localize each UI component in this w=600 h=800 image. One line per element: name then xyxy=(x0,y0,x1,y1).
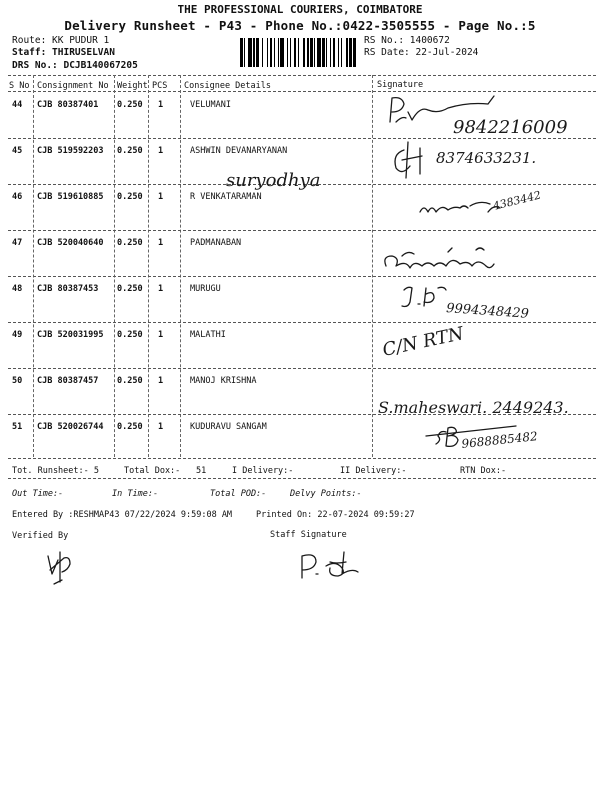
staff-label: Staff: THIRUSELVAN xyxy=(12,47,115,58)
row-weight: 0.250 xyxy=(117,100,143,110)
staff-signature-mark xyxy=(302,552,358,578)
ii-delivery: II Delivery:- xyxy=(340,466,407,476)
phone-handwritten-44: 9842216009 xyxy=(453,117,568,138)
signature-row-48 xyxy=(402,287,529,321)
row-consignment-no: CJB 80387401 xyxy=(37,100,99,110)
row-consignment-no: CJB 520031995 xyxy=(37,330,104,340)
row-consignment-no: CJB 520026744 xyxy=(37,422,104,432)
rtn-dox: RTN Dox:- xyxy=(460,466,507,476)
name-phone-handwritten-50: S.maheswari. 2449243. xyxy=(378,398,569,417)
rs-date: RS Date: 22-Jul-2024 xyxy=(364,47,479,58)
printed-on: Printed On: 22-07-2024 09:59:27 xyxy=(256,510,415,520)
return-note-49: C/N RTN xyxy=(380,323,466,361)
row-consignee: MURUGU xyxy=(190,284,221,294)
row-pcs: 1 xyxy=(158,146,164,156)
row-consignee: MALATHI xyxy=(190,330,226,340)
signature-row-50 xyxy=(378,398,569,417)
row-weight: 0.250 xyxy=(117,284,143,294)
row-consignment-no: CJB 80387457 xyxy=(37,376,99,386)
signature-row-44 xyxy=(390,96,568,138)
row-sno: 51 xyxy=(12,422,23,432)
phone-handwritten-45: 8374633231. xyxy=(436,149,537,167)
delvy-points: Delvy Points:- xyxy=(290,489,362,499)
i-delivery: I Delivery:- xyxy=(232,466,294,476)
in-time: In Time:- xyxy=(112,489,159,499)
row-sno: 50 xyxy=(12,376,23,386)
total-dox-label: Total Dox:- xyxy=(124,466,181,476)
row-sno: 45 xyxy=(12,146,23,156)
row-consignment-no: CJB 80387453 xyxy=(37,284,99,294)
entered-by: Entered By :RESHMAP43 07/22/2024 9:59:08 AM xyxy=(12,510,233,520)
row-sno: 49 xyxy=(12,330,23,340)
drs-number: DRS No.: DCJB140067205 xyxy=(12,60,138,71)
col-consignee: Consignee Details xyxy=(184,81,271,91)
verified-by-label: Verified By xyxy=(12,531,69,541)
summary-top-rule xyxy=(8,458,596,459)
total-dox-value: 51 xyxy=(196,466,207,476)
col-signature: Signature xyxy=(377,80,424,90)
verified-by-signature xyxy=(48,552,70,584)
summary-mid-rule xyxy=(8,478,596,479)
col-weight: Weight xyxy=(117,81,148,91)
row-pcs: 1 xyxy=(158,422,164,432)
row-consignee: ASHWIN DEVANARYANAN xyxy=(190,146,288,156)
row-consignee: MANOJ KRISHNA xyxy=(190,376,257,386)
row-pcs: 1 xyxy=(158,100,164,110)
row-consignee: PADMANABAN xyxy=(190,238,242,248)
row-consignee: R VENKATARAMAN xyxy=(190,192,262,202)
row-pcs: 1 xyxy=(158,330,164,340)
row-sno: 48 xyxy=(12,284,23,294)
row-pcs: 1 xyxy=(158,376,164,386)
row-weight: 0.250 xyxy=(117,238,143,248)
row-consignment-no: CJB 519610885 xyxy=(37,192,104,202)
col-sno: S No xyxy=(9,81,30,91)
row-sno: 44 xyxy=(12,100,23,110)
phone-handwritten-48: 9994348429 xyxy=(445,301,530,322)
route-label: Route: KK PUDUR 1 xyxy=(12,35,110,46)
row-weight: 0.250 xyxy=(117,192,143,202)
rs-number: RS No.: 1400672 xyxy=(364,35,450,46)
row-weight: 0.250 xyxy=(117,146,143,156)
signature-row-46 xyxy=(420,188,542,213)
signature-row-51 xyxy=(426,426,538,451)
row-consignment-no: CJB 519592203 xyxy=(37,146,104,156)
row-consignee: VELUMANI xyxy=(190,100,231,110)
name-handwritten-45: suryodhya xyxy=(226,170,321,191)
row-consignee: KUDURAVU SANGAM xyxy=(190,422,267,432)
col-consignment: Consignment No xyxy=(37,81,109,91)
row-pcs: 1 xyxy=(158,284,164,294)
row-sno: 46 xyxy=(12,192,23,202)
row-weight: 0.250 xyxy=(117,330,143,340)
signature-row-45 xyxy=(226,142,536,191)
row-pcs: 1 xyxy=(158,238,164,248)
staff-signature-label: Staff Signature xyxy=(270,530,347,540)
total-pod: Total POD:- xyxy=(210,489,267,499)
phone-handwritten-46: 4383442 xyxy=(491,188,543,213)
tot-runsheet: Tot. Runsheet:- 5 xyxy=(12,466,99,476)
row-sno: 47 xyxy=(12,238,23,248)
phone-handwritten-51: 9688885482 xyxy=(460,429,539,451)
runsheet-title: Delivery Runsheet - P43 - Phone No.:0422-3505555 - Page No.:5 xyxy=(64,18,536,33)
signature-row-49 xyxy=(381,323,467,361)
col-pcs: PCS xyxy=(152,81,168,91)
row-pcs: 1 xyxy=(158,192,164,202)
row-weight: 0.250 xyxy=(117,376,143,386)
signature-row-47 xyxy=(385,248,494,268)
company-title: THE PROFESSIONAL COURIERS, COIMBATORE xyxy=(177,3,423,16)
row-weight: 0.250 xyxy=(117,422,143,432)
row-consignment-no: CJB 520040640 xyxy=(37,238,104,248)
out-time: Out Time:- xyxy=(12,489,64,499)
